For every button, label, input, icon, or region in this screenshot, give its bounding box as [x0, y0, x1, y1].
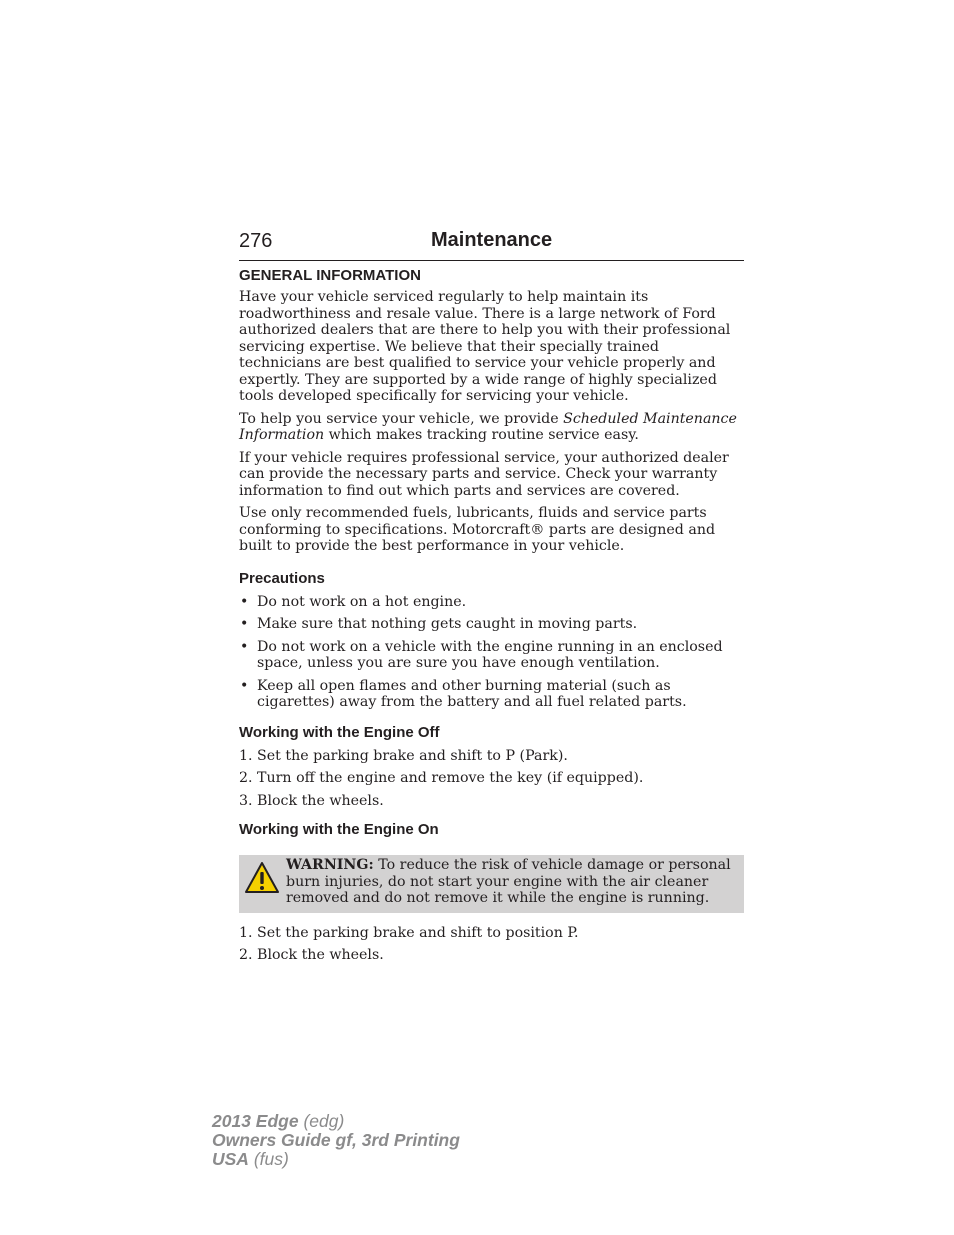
document-footer: [212, 1112, 460, 1169]
precautions-list: [239, 594, 744, 711]
footer-line-3: [212, 1150, 460, 1169]
p2-text-after: which makes tracking routine service easy.: [324, 427, 639, 443]
page-header: [239, 228, 744, 261]
list-item: [239, 678, 744, 711]
precautions-heading: Precautions: [239, 569, 325, 587]
general-paragraph-4: Use only recommended fuels, lubricants, fluids and service parts conforming to specifications. Motorcraft® parts are designed and built to provide the best performance in your vehicle.: [239, 505, 716, 554]
list-item: 1. Set the parking brake and shift to P (Park).: [239, 747, 568, 764]
general-paragraph-2: [239, 411, 744, 444]
engine-off-steps: [239, 748, 744, 810]
general-information-heading: GENERAL INFORMATION: [239, 267, 421, 284]
page-number: 276: [239, 230, 273, 252]
bullet: •: [240, 593, 249, 610]
bullet: •: [240, 616, 249, 632]
page-content: [239, 267, 744, 970]
section-title: Maintenance: [431, 229, 553, 251]
list-item: 3. Block the wheels.: [239, 792, 384, 809]
list-item: [239, 616, 744, 633]
footer-model: 2013 Edge: [212, 1111, 299, 1131]
warning-triangle-icon: [244, 861, 280, 895]
list-item: [239, 594, 744, 611]
list-item: 2. Block the wheels.: [239, 947, 384, 963]
engine-off-heading: Working with the Engine Off: [239, 723, 440, 741]
warning-label: WARNING:: [286, 857, 374, 873]
list-item-text: Do not work on a hot engine.: [257, 593, 467, 610]
p2-text-before: To help you service your vehicle, we provide: [239, 410, 564, 427]
footer-line-1: [212, 1112, 460, 1131]
warning-box: [239, 855, 744, 913]
list-item: [239, 639, 744, 672]
footer-market-code: (fus): [248, 1149, 289, 1169]
bullet: •: [240, 677, 249, 694]
footer-model-code: (edg): [298, 1111, 345, 1131]
list-item-text: Make sure that nothing gets caught in moving parts.: [257, 616, 638, 632]
warning-text: To reduce the risk of vehicle damage or personal burn injuries, do not start your engine with the air cleaner removed and do not remove it while the engine is running.: [286, 857, 731, 906]
bullet: •: [240, 638, 249, 655]
engine-on-steps: [239, 925, 744, 964]
engine-on-heading: Working with the Engine On: [239, 821, 439, 838]
list-item: 1. Set the parking brake and shift to position P.: [239, 924, 579, 941]
scheduled-maintenance-title: Scheduled Maintenance Information: [239, 410, 737, 443]
general-paragraph-3: If your vehicle requires professional service, your authorized dealer can provide the necessary parts and service. Check your warranty information to find out which parts and services are covered.: [239, 449, 729, 499]
footer-line-2: [212, 1131, 460, 1150]
list-item-text: Keep all open flames and other burning material (such as cigarettes) away from the battery and all fuel related parts.: [257, 677, 687, 710]
footer-guide: Owners Guide gf, 3rd Printing: [212, 1130, 460, 1150]
list-item-text: Do not work on a vehicle with the engine running in an enclosed space, unless you are sure you have enough ventilation.: [257, 638, 723, 671]
list-item: 2. Turn off the engine and remove the key (if equipped).: [239, 770, 644, 786]
footer-market: USA: [212, 1149, 249, 1169]
general-paragraph-1: Have your vehicle serviced regularly to help maintain its roadworthiness and resale value. There is a large network of Ford authorized dealers that are there to help you with their professional servicing expertise. We believe that their specially trained technicians are best qualified to service your vehicle properly and expertly. They are supported by a wide range of highly specialized tools developed specifically for servicing your vehicle.: [239, 289, 731, 404]
